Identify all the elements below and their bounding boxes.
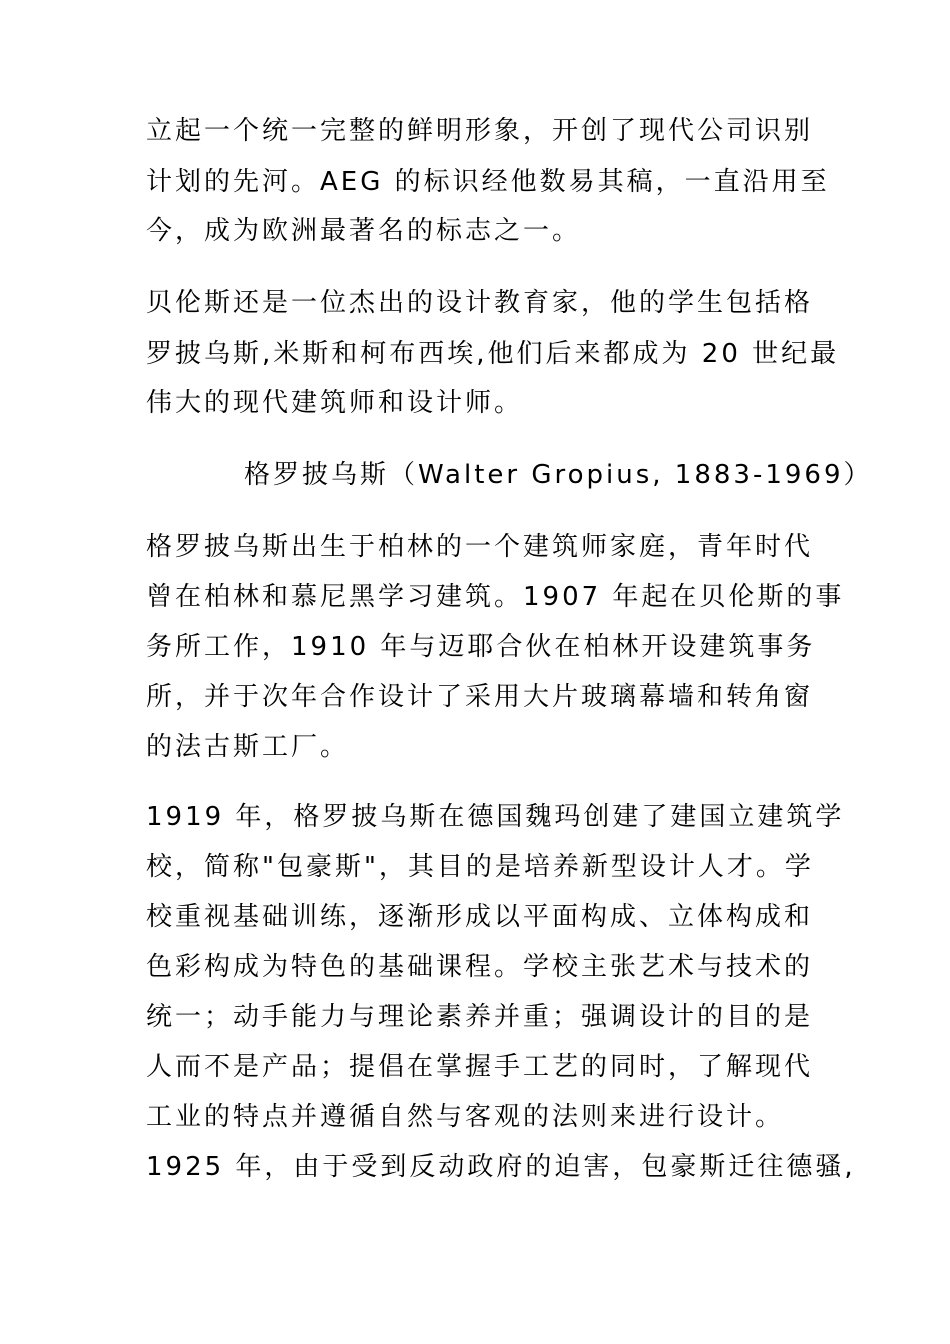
paragraph-4-line-2: 校，简称"包豪斯"，其目的是培养新型设计人才。学	[146, 852, 814, 882]
section-heading: 格罗披乌斯（Walter Gropius, 1883-1969）	[244, 460, 873, 490]
paragraph-3-line-4: 所，并于次年合作设计了采用大片玻璃幕墙和转角窗	[146, 682, 814, 712]
paragraph-4-line-5: 统一；动手能力与理论素养并重；强调设计的目的是	[146, 1002, 814, 1032]
paragraph-4-line-7: 工业的特点并遵循自然与客观的法则来进行设计。	[146, 1102, 785, 1132]
paragraph-4-line-1: 1919 年，格罗披乌斯在德国魏玛创建了建国立建筑学	[146, 802, 845, 832]
paragraph-2-line-3: 伟大的现代建筑师和设计师。	[146, 388, 524, 418]
paragraph-4-line-6: 人而不是产品；提倡在掌握手工艺的同时，了解现代	[146, 1052, 814, 1082]
paragraph-1-line-3: 今，成为欧洲最著名的标志之一。	[146, 216, 582, 246]
paragraph-4-line-3: 校重视基础训练，逐渐形成以平面构成、立体构成和	[146, 902, 814, 932]
paragraph-3-line-3: 务所工作，1910 年与迈耶合伙在柏林开设建筑事务	[146, 632, 816, 662]
paragraph-3-line-2: 曾在柏林和慕尼黑学习建筑。1907 年起在贝伦斯的事	[146, 582, 845, 612]
paragraph-2-line-2: 罗披乌斯,米斯和柯布西埃,他们后来都成为 20 世纪最	[146, 339, 840, 369]
paragraph-4-line-4: 色彩构成为特色的基础课程。学校主张艺术与技术的	[146, 952, 814, 982]
paragraph-1-line-2: 计划的先河。AEG 的标识经他数易其稿，一直沿用至	[146, 167, 830, 197]
paragraph-3-line-1: 格罗披乌斯出生于柏林的一个建筑师家庭，青年时代	[146, 532, 814, 562]
paragraph-1-line-1: 立起一个统一完整的鲜明形象，开创了现代公司识别	[146, 116, 814, 146]
paragraph-4-line-8: 1925 年，由于受到反动政府的迫害，包豪斯迁往德骚,	[146, 1152, 856, 1182]
paragraph-2-line-1: 贝伦斯还是一位杰出的设计教育家，他的学生包括格	[146, 288, 814, 318]
paragraph-3-line-5: 的法古斯工厂。	[146, 732, 350, 762]
